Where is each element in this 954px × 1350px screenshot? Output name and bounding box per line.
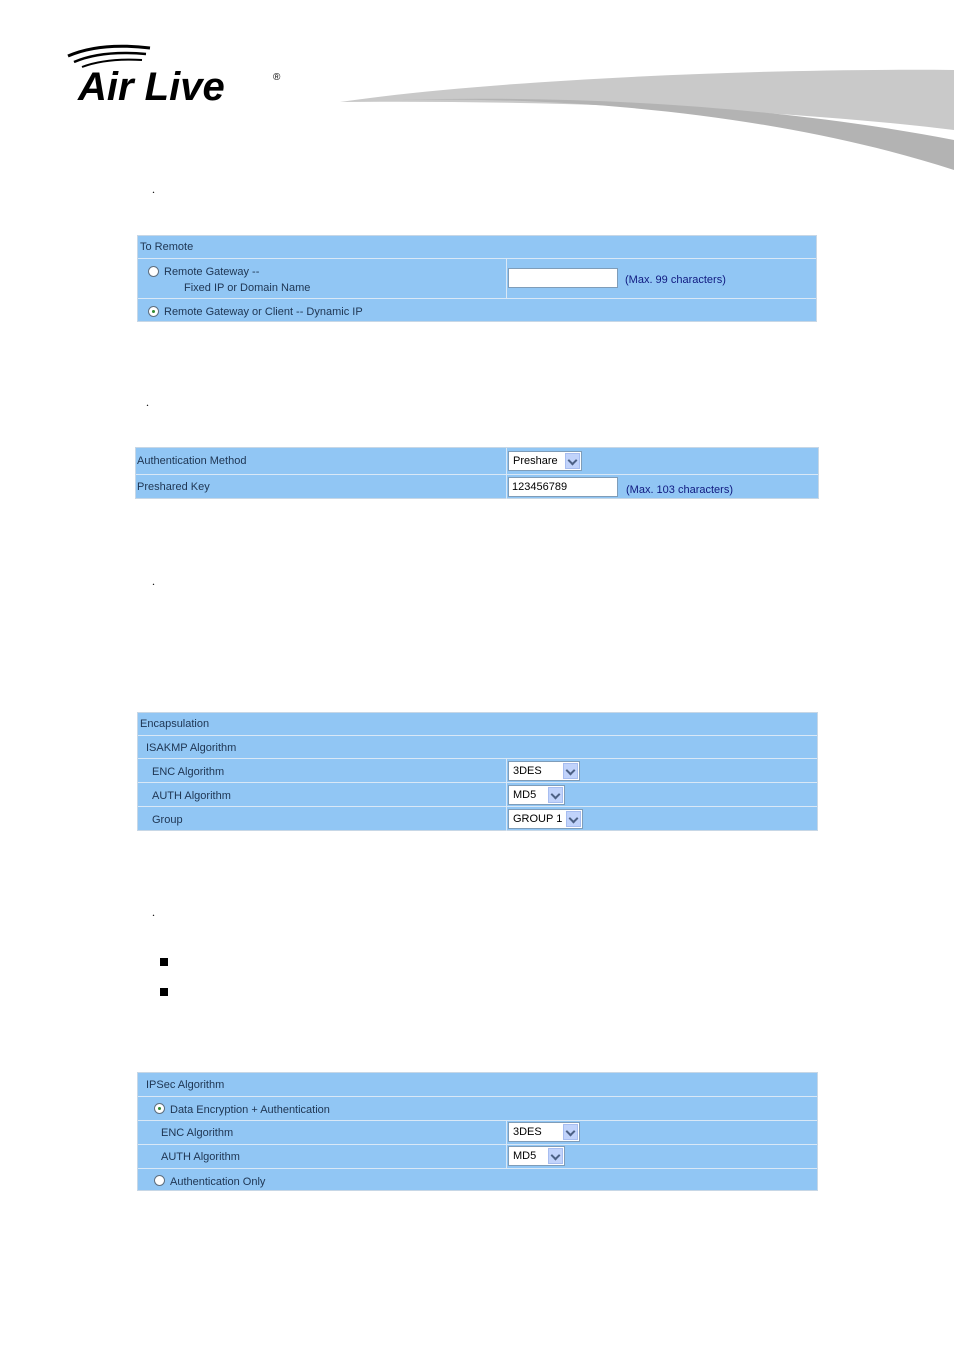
marker-dot: . [152, 905, 155, 919]
ipsec-header: IPSec Algorithm [146, 1079, 225, 1091]
ipsec-enc-auth-radio[interactable] [154, 1103, 165, 1114]
ipsec-enc-value: 3DES [513, 1126, 542, 1138]
fixed-ip-row [138, 258, 816, 298]
column-divider [506, 1121, 507, 1144]
ipsec-auth-row [138, 1144, 817, 1168]
isakmp-auth-row [138, 782, 817, 806]
bullet-marker [160, 958, 168, 966]
ipsec-enc-row [138, 1120, 817, 1144]
column-divider [506, 259, 507, 298]
marker-dot: . [152, 574, 155, 588]
fixed-ip-option-sublabel: Fixed IP or Domain Name [184, 282, 311, 294]
ipsec-auth-only-row [138, 1168, 817, 1191]
ipsec-auth-only-radio[interactable] [154, 1175, 165, 1186]
isakmp-auth-select[interactable] [508, 785, 565, 805]
marker-dot: . [152, 182, 155, 196]
isakmp-enc-select[interactable] [508, 761, 580, 781]
authentication-panel [135, 447, 819, 499]
column-divider [506, 448, 507, 474]
dynamic-ip-radio[interactable] [148, 306, 159, 317]
preshared-key-label: Preshared Key [137, 481, 210, 493]
chevron-down-icon[interactable] [548, 787, 563, 803]
encapsulation-header-row [138, 713, 817, 735]
isakmp-enc-label: ENC Algorithm [152, 766, 225, 778]
ipsec-enc-select[interactable] [508, 1122, 580, 1142]
chevron-down-icon[interactable] [563, 1124, 578, 1140]
isakmp-auth-label: AUTH Algorithm [152, 790, 231, 802]
ipsec-auth-label: AUTH Algorithm [161, 1151, 240, 1163]
isakmp-subheader-row [138, 735, 817, 758]
ipsec-enc-label: ENC Algorithm [161, 1127, 234, 1139]
ipsec-auth-value: MD5 [513, 1150, 537, 1162]
svg-text:®: ® [273, 72, 281, 83]
isakmp-group-label: Group [152, 814, 183, 826]
chevron-down-icon[interactable] [565, 453, 580, 469]
fixed-ip-hint: (Max. 99 characters) [625, 274, 726, 286]
auth-method-row [136, 448, 818, 474]
isakmp-group-value: GROUP 1 [513, 813, 563, 825]
dynamic-ip-option-label: Remote Gateway or Client -- Dynamic IP [164, 306, 363, 318]
isakmp-auth-value: MD5 [513, 789, 537, 801]
column-divider [506, 783, 507, 806]
chevron-down-icon[interactable] [566, 811, 581, 827]
auth-method-label: Authentication Method [137, 455, 247, 467]
to-remote-panel [137, 235, 817, 322]
isakmp-group-row [138, 806, 817, 831]
encapsulation-panel [137, 712, 818, 831]
column-divider [506, 807, 507, 831]
ipsec-enc-auth-row [138, 1096, 817, 1120]
ipsec-header-row [138, 1073, 817, 1096]
ipsec-auth-select[interactable] [508, 1146, 565, 1166]
chevron-down-icon[interactable] [563, 763, 578, 779]
preshared-key-row [136, 474, 818, 499]
svg-text:Air Live: Air Live [78, 65, 225, 109]
bullet-marker [160, 988, 168, 996]
column-divider [506, 475, 507, 499]
encapsulation-header: Encapsulation [140, 718, 210, 730]
ipsec-enc-auth-label: Data Encryption + Authentication [170, 1104, 330, 1116]
isakmp-subheader: ISAKMP Algorithm [146, 742, 237, 754]
dynamic-ip-row [138, 298, 816, 322]
marker-dot: . [146, 395, 149, 409]
isakmp-group-select[interactable] [508, 809, 583, 829]
ipsec-auth-only-label: Authentication Only [170, 1176, 266, 1188]
isakmp-enc-value: 3DES [513, 765, 542, 777]
chevron-down-icon[interactable] [548, 1148, 563, 1164]
airlive-logo [60, 40, 300, 110]
fixed-ip-input[interactable] [508, 268, 618, 288]
isakmp-enc-row [138, 758, 817, 782]
preshared-key-hint: (Max. 103 characters) [626, 484, 733, 496]
header-swoosh [340, 60, 954, 190]
fixed-ip-radio[interactable] [148, 266, 159, 277]
to-remote-header: To Remote [140, 241, 194, 253]
fixed-ip-option-label: Remote Gateway -- [164, 266, 260, 278]
column-divider [506, 759, 507, 782]
to-remote-header-row [138, 236, 816, 258]
column-divider [506, 1145, 507, 1168]
preshared-key-input[interactable] [508, 477, 618, 497]
auth-method-value: Preshare [513, 455, 558, 467]
auth-method-select[interactable] [508, 451, 582, 471]
ipsec-panel [137, 1072, 818, 1191]
